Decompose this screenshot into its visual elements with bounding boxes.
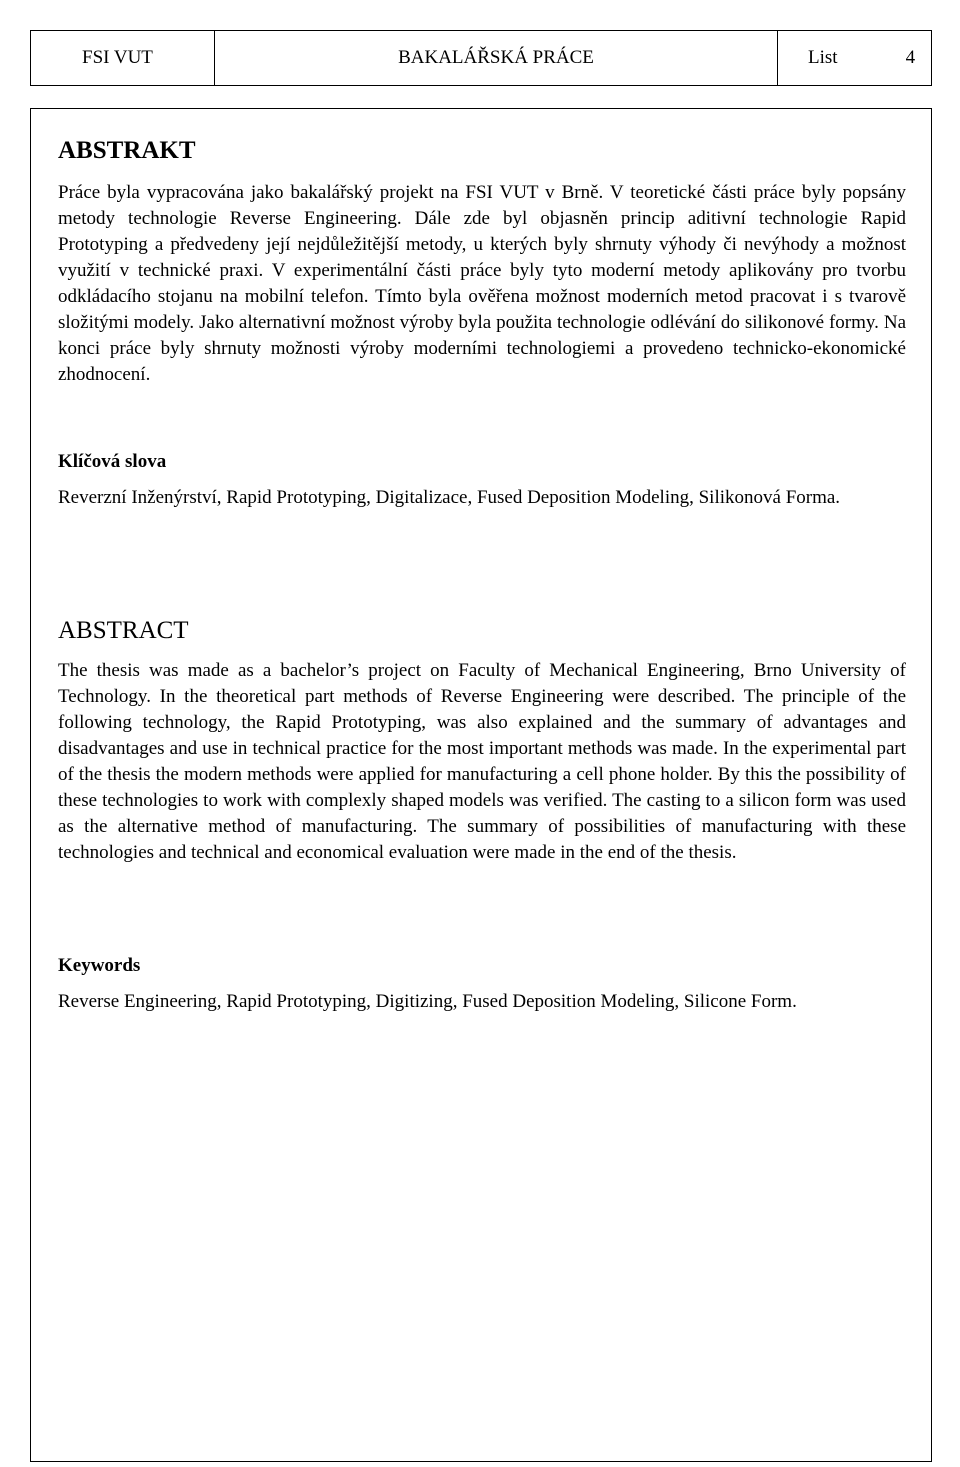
page-header <box>30 30 932 86</box>
header-page-info <box>778 31 931 85</box>
header-page-number: 4 <box>905 47 916 68</box>
header-institution-text: FSI VUT <box>82 47 153 68</box>
keywords-text: Reverse Engineering, Rapid Prototyping, Digitizing, Fused Deposition Modeling, Silicone Form. <box>58 991 797 1012</box>
abstrakt-heading: ABSTRAKT <box>58 137 196 164</box>
page-body-frame <box>30 108 932 1462</box>
abstract-heading: ABSTRACT <box>58 617 189 644</box>
abstract-text: The thesis was made as a bachelor’s project on Faculty of Mechanical Engineering, Brno University of Technology. In the theoretical part methods of Reverse Engineering were described. The principle of the following technology, the Rapid Prototyping, was also explained and the summary of advantages and disadvantages and use in technical practice for the most important methods was made. In the experimental part of the thesis the modern methods were applied for manufacturing a cell phone holder. By this the possibility of these technologies to work with complexly shaped models was verified. The casting to a silicon form was used as the alternative method of manufacturing. The summary of possibilities of manufacturing with these technologies and technical and economical evaluation were made in the end of the thesis. <box>58 660 906 863</box>
klicova-slova-heading: Klíčová slova <box>58 451 167 472</box>
header-institution <box>31 31 215 85</box>
klicova-slova-text: Reverzní Inženýrství, Rapid Prototyping, Digitalizace, Fused Deposition Modeling, Silikonová Forma. <box>58 487 841 508</box>
header-list-label: List <box>808 47 838 68</box>
abstrakt-text: Práce byla vypracována jako bakalářský projekt na FSI VUT v Brně. V teoretické části práce byly popsány metody technologie Reverse Engineering. Dále zde byl objasněn princip aditivní technologie Rapid Prototyping a předvedeny její nejdůležitější metody, u kterých byly shrnuty výhody či nevýhody a možnost využití v technické praxi. V experimentální části práce byly tyto moderní metody aplikovány pro tvorbu odkládacího stojanu na mobilní telefon. Tímto byla ověřena možnost moderních metod pracovat i s tvarově složitými modely. Jako alternativní možnost výroby byla použita technologie odlévání do silikonové formy. Na konci práce byly shrnuty možnosti výroby moderními technologiemi a provedeno technicko-ekonomické zhodnocení. <box>58 182 906 385</box>
header-document-type <box>215 31 778 85</box>
header-document-type-text: BAKALÁŘSKÁ PRÁCE <box>398 47 594 68</box>
keywords-heading: Keywords <box>58 955 141 976</box>
